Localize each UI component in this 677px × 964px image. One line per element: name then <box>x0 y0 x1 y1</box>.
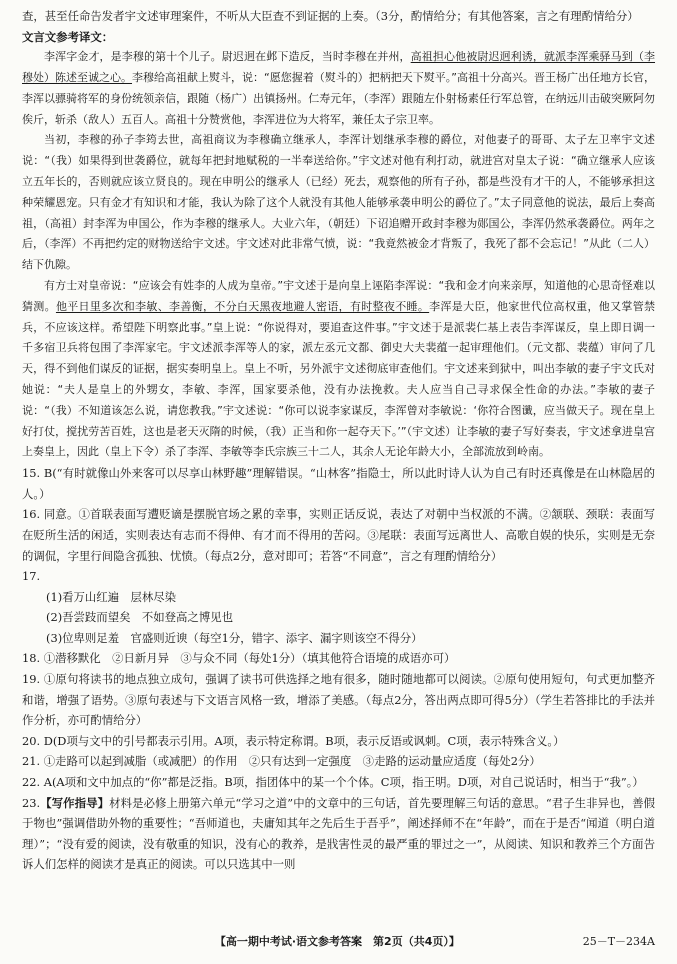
answer-23-number: 23. <box>22 795 41 810</box>
answer-22: 22. A(A项和文中加点的“你”都是泛指。B项，指团体中的某一个个体。C项，指王明。D项，对自己说话时，相当于“我”。） <box>22 775 644 790</box>
answer-23-text: 材料是必修上册第六单元“学习之道”中的文章中的三句话，首先要理解三句话的意思。“君子生非异也，善假于物也”强调借助外物的重要性；“吾师道也，夫庸知其年之先后生于吾乎”，阐述择师不在“年龄”，而在于是否“闻道（明白道理）”；“没有爱的阅读，没有敬重的知识，没有心的教养，是戕害性灵的最严重的罪过之一”，从阅读、知识和教养三个方面告诉人们怎样的阅读才是真正的阅读。可以只选其中一则 <box>22 795 655 872</box>
answer-20: 20. D(D项与文中的引号都表示引用。A项，表示特定称谓。B项，表示反语或讽刺。C项，表示特殊含义。） <box>22 733 565 748</box>
answer-17-item: (1)看万山红遍 层林尽染 <box>46 589 177 604</box>
underlined-sentence: 高祖担心他被尉迟迥利诱，就派李浑乘驿马到（李穆处）陈述至诚之心。 <box>22 50 656 84</box>
answer-18: 18. ①潜移默化 ②日新月异 ③与众不同（每处1分）（填其他符合语境的成语亦可） <box>22 651 456 666</box>
translation-text: 李浑是大臣，他家世代位高权重，他又掌管禁兵，不应该这样。希望陛下明察此事。”皇上说：“你说得对，要追查这件事。”宇文述于是派裴仁基上表告李浑谋反，皇上即日调一千多宿卫兵将包围了李浑家宅。宇文述派李浑等人的家，派左丞元文都、御史大夫裴蕴一起审理他们。（元文都、裴蕴）审问了几天，得不到他们谋反的证据，据实奏明皇上。皇上不听，另外派宇文述彻底审查他们。宇文述来到狱中，叫出李敏的妻子宇文氏对她说：“夫人是皇上的外甥女，李敏、李浑，国家要杀他，没有办法挽救。夫人应当自己寻求保全性命的办法。”李敏的妻子说：“（我）不知道该怎么说，请您教我。”宇文述说：“你可以说李家谋反，李浑曾对李敏说：‘你符合图谶，应当做天子。现在皇上好打仗，搅扰劳苦百姓，这也是老天灭隋的时候，（我）正当和你一起夺天下。’”（宇文述）让李敏的妻子写好奏表，宇文述拿进皇宫上奏皇上，因此（皇上下令）杀了李浑、李敏等李氏宗族三十二人，其余人无论年龄大小，全部流放到岭南。 <box>22 299 656 459</box>
page-footer <box>22 933 655 949</box>
answer-19: 19. ①原句将读书的地点独立成句，强调了读书可供选择之地有很多，随时随地都可以阅读。②原句使用短句，句式更加整齐和谐，增强了语势。③原句表述与下文语言风格一致，增添了美感。（每点2分，答出两点即可得5分）（学生若答排比的手法并作分析，亦可酌情给分） <box>22 672 655 728</box>
translation-paragraph-2: 当初，李穆的孙子李筠去世，高祖商议为李穆确立继承人，李浑计划继承李穆的爵位，对他妻子的哥哥、太子左卫率宇文述说：“（我）如果得到世袭爵位，就每年把封地赋税的一半奉送给你。”宇文述对他有利打动，就进宫对皇太子说：“确立继承人应该立五年长的，否则就应该立贤良的。现在申明公的继承人（已经）死去，观察他的所有子孙，都是些没有才干的人，不能够承担这种荣耀恩宠。只有金才有知识和才能，我认为除了这个人就没有其他人能够承袭申明公的爵位了。”太子同意他的说法，最后上奏高祖，（高祖）封李浑为申国公，作为李穆的继承人。大业六年，（朝廷）下诏追赠开政封李穆为郧国公，李浑仍然承袭爵位。两年之后，（李浑）不再把约定的财物送给宇文述。宇文述对此非常气愤，说：“我竟然被金才背叛了，我死了都不会忘记！”从此（二人）结下仇隙。 <box>22 133 655 272</box>
writing-guide-tag: 【写作指导】 <box>40 795 110 810</box>
translation-text-lead: 有方士对皇帝说：“应该会有姓李的人成为皇帝。”宇文述于是向皇上诬陷李浑说：“我和金才向来亲厚，知道他的心思奇怪难以猜测。 <box>22 278 655 313</box>
translation-paragraph-1 <box>22 47 655 130</box>
answer-16: 16. 同意。①首联表面写遭贬谪是摆脱官场之累的幸事，实则正话反说，表达了对朝中当权派的不满。②颔联、颈联：表面写在贬所生活的闲适，实则表达有志而不得伸、有才而不得用的苦闷。③尾联：表面写远离世人、高歌自娱的快乐，实则是无奈的调侃，字里行间隐含孤独、忧愤。（每点2分，意对即可；若答“不同意”，言之有理酌情给分） <box>22 507 655 563</box>
answer-17-title: 17. <box>22 569 41 584</box>
footer-title: 【高一期中考试·语文参考答案 第2页（共4页）】 <box>214 935 460 948</box>
intro-paragraph: 查，甚至任命告发者宇文述审理案件，不听从大臣查不到证据的上奏。（3分，酌情给分；有其他答案，言之有理酌情给分） <box>22 9 639 23</box>
answer-15: 15. B(“有时就像山外来客可以尽享山林野趣”理解错误。“山林客”指隐士，所以此时诗人认为自己有时还真像是在山林隐居的人。） <box>22 466 655 501</box>
document-code: 25－T－234A <box>582 935 655 948</box>
translation-text: 李浑字金才，是李穆的第十个儿子。尉迟迥在邺下造反，当时李穆在并州， <box>44 50 411 64</box>
answer-17-item: (3)位卑则足羞 官盛则近谀（每空1分，错字、添字、漏字则该空不得分） <box>46 630 423 645</box>
answer-17-item: (2)吾尝跂而望矣 不如登高之博见也 <box>46 610 233 625</box>
answer-21: 21. ①走路可以起到减脂（或减肥）的作用 ②只有达到一定强度 ③走路的运动量应适度（每处2分） <box>22 754 541 769</box>
answer-23 <box>22 793 655 875</box>
translation-heading: 文言文参考译文： <box>22 29 114 44</box>
translation-paragraph-3 <box>22 276 655 463</box>
underlined-sentence: 他平日里多次和李敏、李善衡，不分白天黑夜地避人密语，有时整夜不睡。 <box>55 299 430 313</box>
translation-text: 李穆给高祖献上熨斗，说：“愿您握着（熨斗的）把柄把天下熨平。”高祖十分高兴。晋王杨广出任地方长官，李浑以骠骑将军的身份统领亲信，跟随（杨广）出镇扬州。仁寿元年，（李浑）跟随左仆射杨素任行军总管，在纳远川击破突厥阿勿俟斤，斩杀（敌人）五百人。高祖十分赞赏他，李浑进位为大将军，兼任太子宗卫率。 <box>22 70 655 126</box>
